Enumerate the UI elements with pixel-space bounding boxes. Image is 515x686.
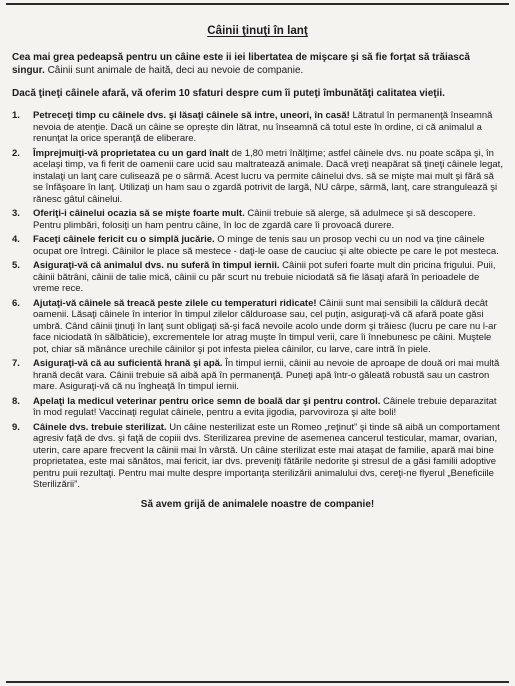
advice-lead: Asiguraţi-vă că au suficientă hrană şi apă.	[33, 358, 223, 369]
advice-text: Câinele trebuie deparazitat în mod regulat! Vaccinaţi regulat câinele, pentru a evita jigodia, parvoviroza şi alte boli!	[33, 395, 497, 418]
advice-text: Câinii pot suferi foarte mult din pricina frigului. Puii, câinii bătrâni, câinii de talie mică, câinii cu păr scurt nu trebuie niciodată să fie lăsaţi afară în perioadele de vreme rece.	[33, 260, 496, 294]
advice-text: Câinii trebuie să alerge, să adulmece şi să descopere. Pentru plimbări, folosiţi un ham pentru câine, în loc de zgardă care îi provoacă durere.	[33, 208, 476, 231]
advice-number: 6.	[12, 297, 20, 309]
advice-text: Lătratul în permanenţă înseamnă nevoia de atenţie. Dacă un câine se oprește din lătrat, nu înseamnă că totul este în ordine, ci că animalul a renunţat la orice speranţă de eliberare.	[33, 110, 493, 144]
advice-list	[12, 110, 503, 491]
advice-lead: Apelaţi la medicul veterinar pentru orice semn de boală dar şi pentru control.	[33, 395, 381, 407]
advice-item	[12, 110, 503, 145]
advice-text: Câinii sunt mai sensibili la căldură decât oamenii. Lăsaţi câinele în interior în timpul zilelor călduroase sau, cel puţin, asiguraţi-vă că afară poate găsi umbră. Când câinii ţinuţi în lanţ sunt obligaţi să-şi facă nevoile acolo unde dorm şi trăiesc (lucru pe care nu l-ar face niciodată în sălbăticie), excrementele lor atrag muşte în timpul verii, care îi înnebunesc pe câini. Muştele pot, chiar să mănânce urechile câinilor şi pot infesta pielea câinilor, cu larve, care intră în piele.	[33, 297, 497, 355]
intro-normal-text: Câinii sunt animale de haită, deci au nevoie de companie.	[44, 65, 304, 76]
advice-text: de 1,80 metri înălţime; astfel câinele dvs. nu poate scăpa şi, în acelaşi timp, va fi ferit de oamenii care ucid sau maltratează animale. Dacă vreţi neapărat să ţineţi câinele legat, instalaţi un lanţ care culisează pe o sârmă. Acest lucru va permite câinelui dvs. să se mişte mai mult şi fără să se înfăşoare în lanţ. Utilizaţi un ham sau o zgardă potrivit de largă, NU cârpe, sârmă, lanţ, care strangulează şi rănesc gâtul câinelui.	[33, 147, 503, 205]
advice-number: 1.	[12, 110, 20, 121]
advice-lead: Asiguraţi-vă că animalul dvs. nu suferă în timpul iernii.	[33, 260, 280, 271]
advice-lead: Faceţi câinele fericit cu o simplă jucărie.	[33, 234, 215, 245]
advice-number: 8.	[12, 395, 20, 407]
advice-number: 3.	[12, 208, 20, 219]
advice-item	[12, 148, 503, 206]
bottom-border-line	[6, 681, 509, 683]
advice-text: O minge de tenis sau un prosop vechi cu un nod va ţine câinele ocupat ore întregi. Câinilor le place să mestece - daţi-le oase de cauciuc şi alte obiecte pe care le pot mesteca.	[33, 234, 499, 257]
advice-number: 9.	[12, 421, 20, 433]
advice-item	[12, 358, 503, 393]
advice-item	[12, 298, 503, 356]
advice-item	[12, 260, 503, 295]
advice-item	[12, 208, 503, 231]
advice-item	[12, 234, 503, 257]
advice-item	[12, 422, 503, 491]
advice-lead: Împrejmuiţi-vă proprietatea cu un gard înalt	[33, 147, 229, 159]
closing-slogan: Să avem grijă de animalele noastre de companie!	[140, 498, 375, 510]
advice-number: 2.	[12, 147, 20, 159]
top-border-line	[6, 3, 509, 5]
advice-text: Un câine nesterilizat este un Romeo „reţinut” şi tinde să aibă un comportament agresiv faţă de dvs. şi faţă de copiii dvs. Sterilizarea previne de asemenea cancerul testicular, mamar, ovarian, uterin, care apare frecvent la câinii mai în vârstă. Un câine sterilizat este mai ataşat de familie, apară mai bine proprietatea, este mai sănătos, mai fericit, iar dvs. preveniţi fătările nedorite şi stresul de a găsi familii adoptive pentru puii rezultaţi. Pentru mai multe despre importanţa sterilizării animalului dvs, cereţi-ne flyerul „Beneficiile Sterilizării”.	[33, 421, 500, 490]
advice-lead: Petreceţi timp cu câinele dvs. şi lăsaţi câinele să intre, uneori, în casă!	[33, 110, 350, 121]
advice-lead: Câinele dvs. trebuie sterilizat.	[33, 421, 167, 433]
intro-bold-text: Cea mai grea pedeapsă pentru un câine este ii iei libertatea de mişcare şi să fie forţat să trăiască singur.	[12, 52, 470, 76]
advice-text: În timpul iernii, câinii au nevoie de aproape de două ori mai multă hrană decât vara. Câinii trebuie să aibă apă în permanenţă. Puneţi apă într-o găleată robustă sau un castron mare. Asiguraţi-vă că nu îngheaţă în timpul iernii.	[33, 358, 500, 392]
advice-item	[12, 396, 503, 419]
advice-number: 7.	[12, 358, 20, 369]
document-title: Câinii ţinuţi în lanţ	[207, 24, 308, 37]
advice-lead: Ajutaţi-vă câinele să treacă peste zilele cu temperaturi ridicate!	[33, 297, 317, 309]
advice-heading: Dacă ţineţi câinele afară, vă oferim 10 sfaturi despre cum îi puteţi îmbunătăţi calitatea vieţii.	[12, 88, 445, 99]
advice-number: 4.	[12, 234, 20, 245]
intro-paragraph	[12, 51, 503, 77]
advice-lead: Oferiţi-i câinelui ocazia să se mişte foarte mult.	[33, 208, 245, 219]
advice-number: 5.	[12, 260, 20, 271]
